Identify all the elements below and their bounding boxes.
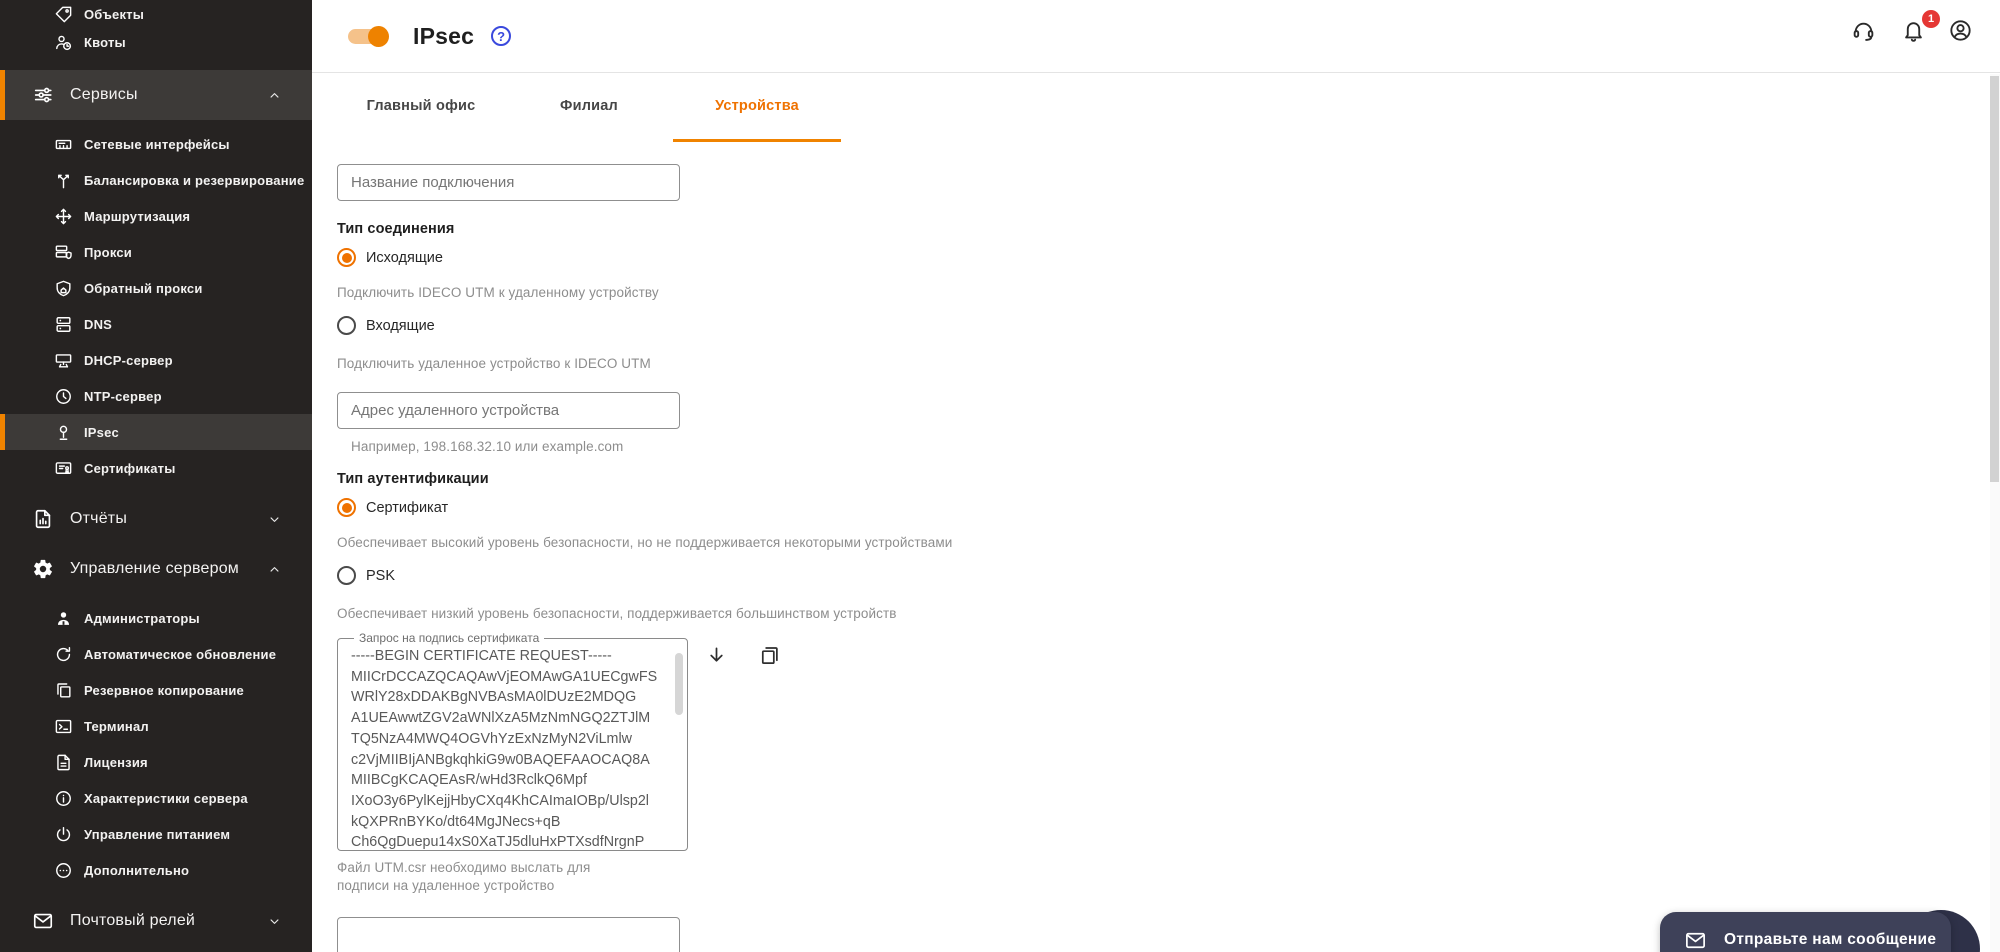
ipsec-device-form [312, 164, 2000, 952]
sidebar-item-mail-relay[interactable] [0, 896, 312, 946]
balance-icon [54, 171, 73, 190]
sidebar-item-reverse-proxy[interactable] [0, 270, 312, 306]
page-title: IPsec [413, 22, 475, 49]
tab-main-office[interactable]: Главный офис [366, 98, 476, 114]
radio-psk[interactable]: PSK [337, 566, 395, 585]
page-scrollbar-thumb[interactable] [1990, 76, 1999, 482]
radio-psk-circle [337, 566, 356, 585]
sidebar-item-backup[interactable] [0, 672, 312, 708]
sidebar-item-label: IPsec [84, 424, 119, 440]
terminal-icon [54, 717, 73, 736]
psk-helper: Обеспечивает низкий уровень безопасности, поддерживается большинством устройств [337, 606, 897, 621]
mail-icon [1684, 929, 1707, 952]
sidebar-item-label: Прокси [84, 244, 132, 260]
page-header [312, 0, 2000, 73]
main-content [312, 0, 2000, 952]
sidebar-item-license[interactable] [0, 744, 312, 780]
csr-actions [705, 644, 781, 667]
sidebar-item-balancing[interactable] [0, 162, 312, 198]
csr-helper: Файл UTM.csr необходимо выслать для подписи на удаленное устройство [337, 860, 591, 893]
csr-line: IXoO3y6PylKejjHbyCXq4KhCAImaIOBp/Ulsp2l [351, 792, 649, 809]
admin-icon [54, 609, 73, 628]
sidebar-item-dns[interactable] [0, 306, 312, 342]
sidebar-item-label: Терминал [84, 718, 149, 734]
sidebar-item-label: Характеристики сервера [84, 790, 248, 806]
copy-stack-icon [54, 681, 73, 700]
sidebar-item-proxy[interactable] [0, 234, 312, 270]
pin-icon [54, 423, 73, 442]
sidebar-item-label: Отчёты [70, 510, 128, 527]
download-icon[interactable] [705, 644, 728, 667]
connection-name-input[interactable] [337, 164, 680, 201]
sidebar-item-label: Балансировка и резервирование [84, 172, 305, 188]
tag-icon [54, 5, 73, 24]
info-icon [54, 789, 73, 808]
sidebar-item-label: Резервное копирование [84, 682, 244, 698]
csr-line: kQXPRnBYKo/dt64MgJNecs+qB [351, 813, 561, 830]
sidebar-item-label: Управление питанием [84, 826, 231, 842]
sidebar-item-label: Объекты [84, 6, 145, 22]
sidebar-item-label: NTP-сервер [84, 388, 162, 404]
user-clock-icon [54, 33, 73, 52]
sidebar-item-terminal[interactable] [0, 708, 312, 744]
sidebar [0, 0, 312, 952]
radio-incoming-circle [337, 316, 356, 335]
more-icon [54, 861, 73, 880]
csr-text [351, 645, 657, 853]
sidebar-item-label: Автоматическое обновление [84, 646, 277, 662]
notification-badge: 1 [1922, 10, 1940, 28]
csr-field[interactable] [337, 631, 688, 851]
sidebar-item-label: Сетевые интерфейсы [84, 136, 230, 152]
certificate-icon [54, 459, 73, 478]
csr-line: Ch6QgDuepu14xS0XaTJ5dluHxPTXsdfNrgnP [351, 834, 645, 851]
page-scrollbar[interactable] [1990, 74, 2000, 952]
csr-line: -----BEGIN CERTIFICATE REQUEST----- [351, 648, 612, 664]
mail-icon [32, 910, 54, 932]
chat-message: Отправьте нам сообщение [1724, 931, 1937, 948]
support-icon[interactable] [1851, 18, 1876, 43]
sliders-icon [32, 84, 54, 106]
sidebar-item-label: Обратный прокси [84, 280, 203, 296]
copy-icon[interactable] [758, 644, 781, 667]
tab-devices[interactable]: Устройства [673, 73, 841, 142]
csr-scrollbar[interactable] [675, 653, 683, 715]
chevron-up-icon [267, 88, 282, 103]
toggle-knob [368, 26, 389, 47]
sidebar-item-label: Маршрутизация [84, 208, 191, 224]
refresh-icon [54, 645, 73, 664]
sidebar-item-dhcp-server[interactable] [0, 342, 312, 378]
sidebar-item-server-specs[interactable] [0, 780, 312, 816]
shield-home-icon [54, 279, 73, 298]
nic-icon [54, 135, 73, 154]
sidebar-item-additional[interactable] [0, 852, 312, 888]
sidebar-item-label: Управление сервером [70, 560, 240, 577]
csr-line: MIIBCgKCAQEAsR/wHd3RclkQ6Mpf [351, 772, 587, 789]
outgoing-helper: Подключить IDECO UTM к удаленному устройству [337, 285, 659, 300]
ipsec-enable-toggle[interactable] [348, 29, 386, 44]
sidebar-item-auto-update[interactable] [0, 636, 312, 672]
csr-line: TQ5NzA4MWQ4OGVhYzExNzMyN2ViLmlw [351, 730, 632, 747]
remote-address-input[interactable] [337, 392, 680, 429]
dns-icon [54, 315, 73, 334]
sidebar-item-label: DNS [84, 316, 113, 332]
sidebar-item-label: Дополнительно [84, 862, 190, 878]
sidebar-item-administrators[interactable] [0, 600, 312, 636]
radio-outgoing[interactable]: Исходящие [337, 248, 443, 267]
proxy-icon [54, 243, 73, 262]
csr-block [337, 631, 2000, 851]
tab-bar [337, 73, 2000, 142]
sidebar-item-label: DHCP-сервер [84, 352, 173, 368]
sidebar-item-power-management[interactable] [0, 816, 312, 852]
address-helper: Например, 198.168.32.10 или example.com [351, 439, 624, 454]
csr-line: WRlY28xDDAKBgNVBAsMA0lDUzE2MDQG [351, 689, 637, 706]
clock-icon [54, 387, 73, 406]
sidebar-item-routing[interactable] [0, 198, 312, 234]
sidebar-item-ipsec[interactable] [0, 414, 312, 450]
sidebar-item-network-interfaces[interactable] [0, 126, 312, 162]
sidebar-item-label: Сервисы [70, 86, 138, 103]
sidebar-item-label: Почтовый релей [70, 912, 196, 929]
report-icon [32, 508, 54, 530]
chevron-down-icon [267, 512, 282, 527]
auth-type-label: Тип аутентификации [337, 471, 489, 487]
certificate-helper: Обеспечивает высокий уровень безопасности, но не поддерживается некоторыми устройствами [337, 535, 953, 550]
sidebar-item-label: Сертификаты [84, 460, 176, 476]
sidebar-item-label: Лицензия [84, 754, 148, 770]
sidebar-item-ntp-server[interactable] [0, 378, 312, 414]
route-icon [54, 207, 73, 226]
csr-line: c2VjMIIBIjANBgkqhkiG9w0BAQEFAAOCAQ8A [351, 751, 650, 768]
sidebar-item-label: Администраторы [84, 610, 200, 626]
chevron-down-icon [267, 914, 282, 929]
tab-branch[interactable]: Филиал [560, 98, 618, 114]
radio-incoming[interactable]: Входящие [337, 316, 435, 335]
radio-outgoing-circle [337, 248, 356, 267]
radio-certificate[interactable]: Сертификат [337, 498, 448, 517]
signed-certificate-input[interactable] [337, 917, 680, 952]
power-icon [54, 825, 73, 844]
gear-icon [32, 558, 54, 580]
csr-line: A1UEAwwtZGV2aWNlXzA5MzNmNGQ2ZTJlM [351, 710, 651, 727]
sidebar-item-label: Квоты [84, 34, 126, 50]
csr-line: MIICrDCCAZQCAQAwVjEOMAwGA1UECgwFS [351, 668, 658, 685]
dhcp-icon [54, 351, 73, 370]
account-icon[interactable] [1948, 18, 1973, 43]
connection-type-label: Тип соединения [337, 221, 455, 237]
sidebar-item-services[interactable] [0, 70, 312, 120]
sidebar-item-server-management[interactable] [0, 544, 312, 594]
incoming-helper: Подключить удаленное устройство к IDECO UTM [337, 356, 651, 371]
chat-widget[interactable] [1660, 912, 1951, 952]
help-icon[interactable]: ? [491, 26, 511, 46]
sidebar-item-quotas[interactable] [0, 28, 312, 56]
csr-legend: Запрос на подпись сертификата [359, 631, 540, 645]
chevron-up-icon [267, 562, 282, 577]
radio-certificate-circle [337, 498, 356, 517]
sidebar-item-certificates[interactable] [0, 450, 312, 486]
sidebar-item-reports[interactable] [0, 494, 312, 544]
document-icon [54, 753, 73, 772]
sidebar-item-objects[interactable] [0, 0, 312, 28]
